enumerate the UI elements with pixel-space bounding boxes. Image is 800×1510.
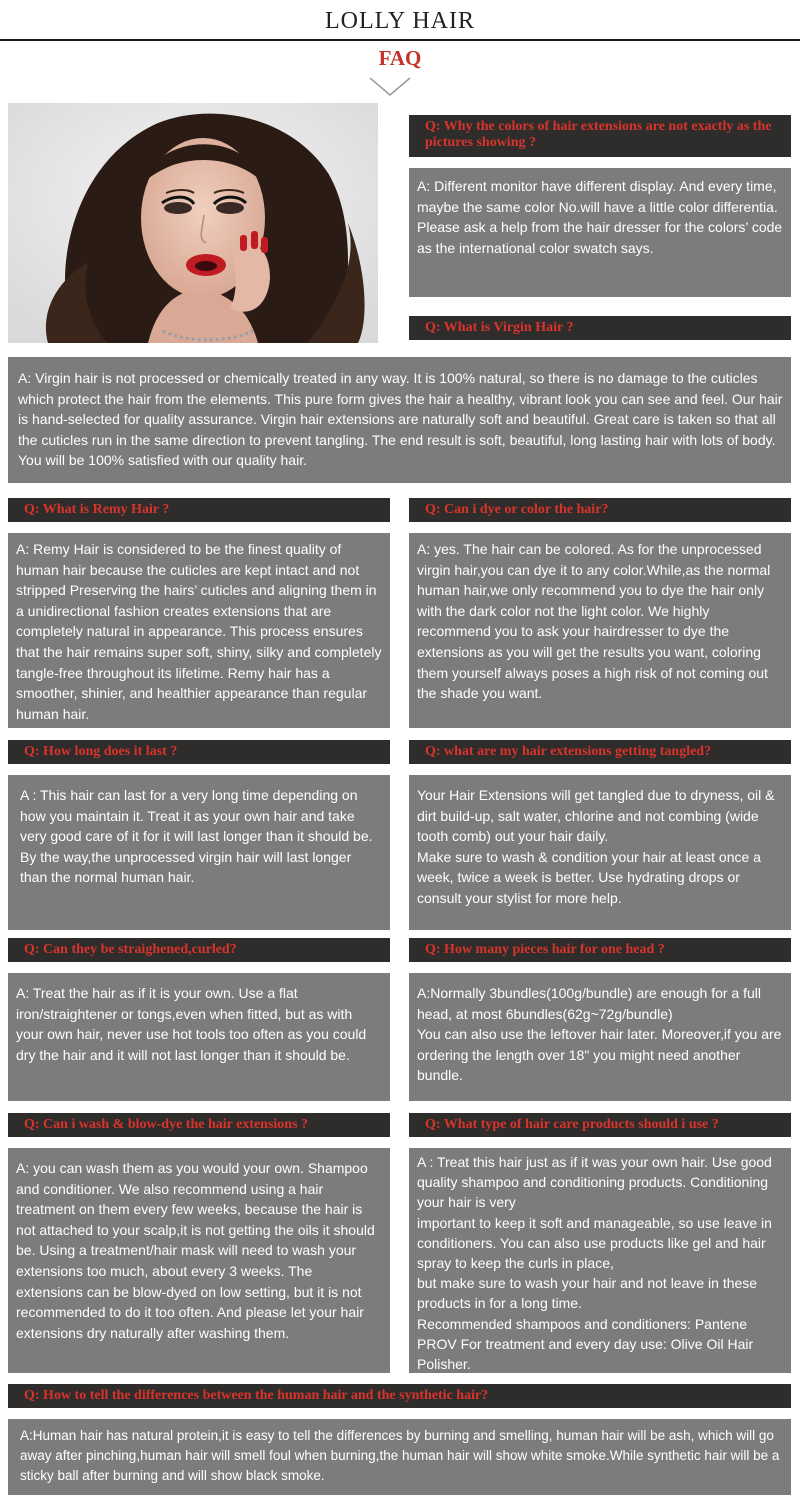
brand-logo: LOLLY HAIR bbox=[324, 8, 475, 34]
faq-answer-straighten: A: Treat the hair as if it is your own. Use a flat iron/straightener or tongs,even when fitted, but as with your own hair, never use hot tools too often as you could dry the hair and it will not last longer than it should be. bbox=[8, 973, 390, 1101]
faq-question-how-long: Q: How long does it last ? bbox=[8, 740, 390, 764]
faq-answer-how-many: A:Normally 3bundles(100g/bundle) are enough for a full head, at most 6bundles(62g~72g/bundle) You can also use the leftover hair later. Moreover,if you are ordering the length over 18" you might need another bundle. bbox=[409, 973, 791, 1101]
faq-answer-remy-hair: A: Remy Hair is considered to be the finest quality of human hair because the cuticles are kept intact and not stripped Preserving the hairs’ cuticles and aligning them in a unidirectional fashion creates extensions that are completely natural in appearance. This process ensures that the hair remains super soft, shiny, silky and completely tangle-free throughout its lifetime. Remy hair has a smoother, shinier, and healthier appearance than regular human hair. bbox=[8, 533, 390, 728]
faq-question-products: Q: What type of hair care products should i use ? bbox=[409, 1113, 791, 1137]
chevron-down-icon bbox=[368, 76, 412, 98]
model-photo bbox=[8, 103, 378, 343]
faq-question-human-vs-synthetic: Q: How to tell the differences between the human hair and the synthetic hair? bbox=[8, 1384, 791, 1408]
faq-question-remy-hair: Q: What is Remy Hair ? bbox=[8, 498, 390, 522]
faq-answer-how-long: A : This hair can last for a very long time depending on how you maintain it. Treat it as your own hair and take very good care of it for it will last longer than it should be. By the way,the unprocessed virgin hair will last longer than the normal human hair. bbox=[8, 775, 390, 930]
faq-question-straighten: Q: Can they be straighened,curled? bbox=[8, 938, 390, 962]
faq-answer-color-difference: A: Different monitor have different display. And every time, maybe the same color No.will have a little color differentia. Please ask a help from the hair dresser for the colors’ code as the international color swatch says. bbox=[409, 168, 791, 297]
section-title: FAQ bbox=[378, 46, 422, 70]
faq-question-how-many: Q: How many pieces hair for one head ? bbox=[409, 938, 791, 962]
faq-answer-wash: A: you can wash them as you would your own. Shampoo and conditioner. We also recommend using a hair treatment on them every few weeks, because the hair is not attached to your scalp,it is not getting the oils it should be. Using a treatment/hair mask will need to wash your extensions too much, about every 3 weeks. The extensions can be blow-dyed on low setting, but it is not recommended to do it too often. And please let your hair extensions dry naturally after washing them. bbox=[8, 1148, 390, 1373]
faq-answer-human-vs-synthetic: A:Human hair has natural protein,it is easy to tell the differences by burning and smelling, human hair will be ash, which will go away after pinching,human hair will smell foul when burning,the human hair will show white smoke.While synthetic hair will be a sticky ball after burning and will show black smoke. bbox=[8, 1419, 791, 1495]
faq-question-wash: Q: Can i wash & blow-dye the hair extensions ? bbox=[8, 1113, 390, 1137]
faq-question-tangled: Q: what are my hair extensions getting tangled? bbox=[409, 740, 791, 764]
faq-question-dye-hair: Q: Can i dye or color the hair? bbox=[409, 498, 791, 522]
faq-question-virgin-hair: Q: What is Virgin Hair ? bbox=[409, 316, 791, 340]
faq-answer-tangled: Your Hair Extensions will get tangled due to dryness, oil & dirt build-up, salt water, chlorine and not combing (wide tooth comb) out your hair daily. Make sure to wash & condition your hair at least once a week, twice a week is better. Use hydrating drops or consult your stylist for more help. bbox=[409, 775, 791, 930]
faq-answer-dye-hair: A: yes. The hair can be colored. As for the unprocessed virgin hair,you can dye it to any color.While,as the normal human hair,we only recommend you to dye the hair only with the dark color not the light color. We highly recommend you to ask your hairdresser to dye the extensions as you will get the results you want, coloring them yourself always poses a high risk of not coming out the shade you want. bbox=[409, 533, 791, 728]
faq-answer-virgin-hair: A: Virgin hair is not processed or chemically treated in any way. It is 100% natural, so there is no damage to the cuticles which protect the hair from the elements. This pure form gives the hair a healthy, vibrant look you can see and feel. Our hair is hand-selected for quality assurance. Virgin hair extensions are naturally soft and beautiful. Great care is taken so that all the cuticles run in the same direction to prevent tangling. The end result is soft, beautiful, long lasting hair with lots of body. You will be 100% satisfied with our quality hair. bbox=[8, 357, 791, 483]
header-divider bbox=[0, 39, 800, 41]
faq-question-color-difference: Q: Why the colors of hair extensions are not exactly as the pictures showing ? bbox=[409, 115, 791, 157]
faq-answer-products: A : Treat this hair just as if it was your own hair. Use good quality shampoo and conditioning products. Conditioning your hair is very important to keep it soft and manageable, so use leave in conditioners. You can also use products like gel and hair spray to keep the curls in place, but make sure to wash your hair and not leave in these products in for a long time. Recommended shampoos and conditioners: Pantene PROV For treatment and every day use: Olive Oil Hair Polisher. bbox=[409, 1148, 791, 1373]
